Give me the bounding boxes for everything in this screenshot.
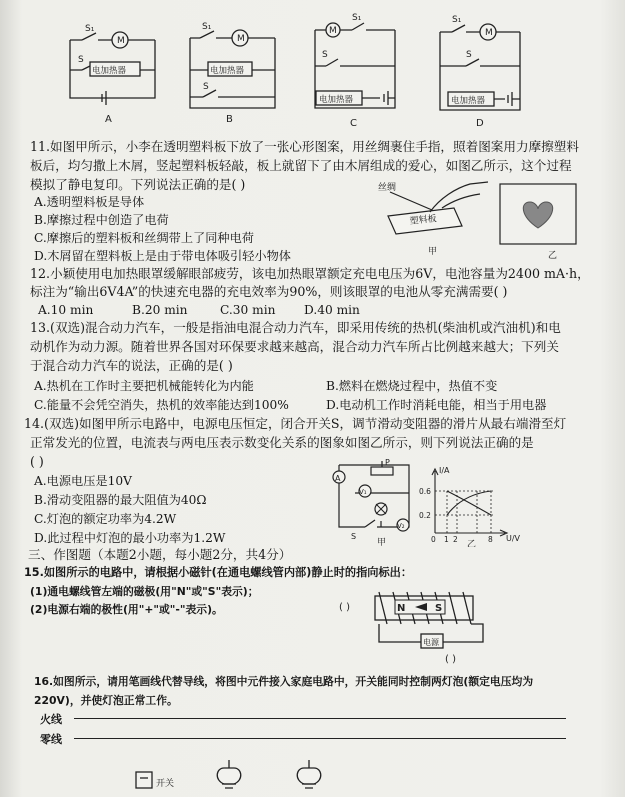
q15-solenoid-figure [335,582,505,664]
q14-stem-line-2: 正常发光的位置，电流表与两电压表示数变化关系的图象如图乙所示，则下列说法正确的是 [30,435,534,450]
q14-fig-ammeter: A [335,474,341,483]
q14-fig-y-tick-02: 0.2 [419,511,431,520]
q14-fig-x-tick-8: 8 [488,535,493,544]
circuit-c-motor: M [329,26,337,36]
q16-switch-label: 开关 [156,779,175,789]
q14-stem-line-1: 14.(双选)如图甲所示电路中，电源电压恒定，闭合开关S，调节滑动变阻器的滑片从最右端滑至灯 [24,416,567,431]
neutral-wire-label: 零线 [40,733,62,746]
q14-fig-p: P [385,458,390,467]
circuit-b-motor: M [237,34,245,44]
q14-fig-yi: 乙 [467,540,477,547]
q14-figure [325,455,525,547]
q11-stem-line-2: 板后，均匀撒上木屑，竖起塑料板轻敲，板上就留下了由木屑组成的爱心，如图乙所示，这个过程 [30,158,572,173]
circuit-b-s: S [203,82,209,92]
q11-stem-line-1: 11.如图甲所示，小李在透明塑料板下放了一张心形图案，用丝绸裹住手指，照着图案用力摩擦塑料 [30,139,579,154]
q13-stem-line-2: 动机作为动力源。随着世界各国对环保要求越来越高，混合动力汽车所占比例越来越大；下列关 [30,339,559,354]
q15-sub-1: (1)通电螺线管左端的磁极(用"N"或"S"表示)； [30,585,259,598]
circuit-a-label: A [105,114,112,125]
q11-fig-silk: 丝绸 [378,183,397,193]
q12-option-c: C.30 min [220,303,276,317]
q12-stem-line-2: 标注为“输出6V4A”的快速充电器的充电效率为90%，则该眼罩的电池从零充满需要( ) [30,284,508,299]
q14-fig-y-axis: I/A [439,466,450,475]
circuit-c-s1: S₁ [352,13,362,23]
q14-option-d: D.此过程中灯泡的最小功率为1.2W [34,531,226,545]
circuit-d-s: S [466,50,472,60]
circuit-c-label: C [350,118,357,129]
q14-fig-jia: 甲 [377,538,387,547]
q14-fig-x-tick-1: 1 [444,535,449,544]
q13-stem-line-1: 13.(双选)混合动力汽车，一般是指油电混合动力汽车，即采用传统的热机(柴油机或汽油机)和电 [30,320,561,335]
q11-option-c: C.摩擦后的塑料板和丝绸带上了同种电荷 [34,231,254,245]
q13-option-b: B.燃料在燃烧过程中，热值不变 [326,379,498,393]
neutral-wire [74,738,566,739]
q11-stem-line-3: 模拟了静电复印。下列说法正确的是( ) [30,177,246,192]
q12-option-d: D.40 min [304,303,360,317]
q16-stem-line-1: 16.如图所示，请用笔画线代替导线，将图中元件接入家庭电路中，开关能同时控制两灯泡(额定电压均为 [34,675,534,688]
q16-stem-line-2: 220V)，并使灯泡正常工作。 [34,694,178,707]
live-wire [74,718,566,719]
q11-option-b: B.摩擦过程中创造了电荷 [34,213,169,227]
q14-fig-x-tick-0: 0 [431,535,436,544]
q11-option-a: A.透明塑料板是导体 [34,195,145,209]
q14-fig-x-tick-2: 2 [453,535,458,544]
circuit-d-s1: S₁ [452,15,462,25]
circuit-diagrams-row [0,0,625,140]
q13-option-d: D.电动机工作时消耗电能，相当于用电器 [326,398,547,412]
q12-option-a: A.10 min [38,303,94,317]
circuit-d-label: D [476,118,484,129]
circuit-d-motor: M [485,28,493,38]
circuit-d-heater: 电加热器 [451,96,486,106]
q13-option-c: C.能量不会凭空消失，热机的效率能达到100% [34,398,289,412]
section-3-heading: 三、作图题（本题2小题，每小题2分，共4分） [28,547,292,562]
q12-option-b: B.20 min [132,303,188,317]
q15-fig-bracket-bottom: ( ) [445,654,456,664]
circuit-b-heater: 电加热器 [210,66,245,76]
q14-fig-switch: S [351,532,357,541]
circuit-c-heater: 电加热器 [319,95,354,105]
q16-components [130,756,350,792]
q15-fig-source: 电源 [423,638,439,647]
circuit-a-motor: M [117,36,125,46]
q14-stem-line-3: ( ) [30,454,44,469]
q14-fig-v1: V₁ [359,488,367,496]
q15-fig-bracket-left: ( ) [339,602,350,613]
q14-option-b: B.滑动变阻器的最大阻值为40Ω [34,493,207,507]
live-wire-label: 火线 [40,713,62,726]
circuit-b-label: B [226,114,233,125]
circuit-c-s: S [322,50,328,60]
q14-option-c: C.灯泡的额定功率为4.2W [34,512,177,526]
q13-option-a: A.热机在工作时主要把机械能转化为内能 [34,379,254,393]
q11-fig-jia: 甲 [428,247,438,257]
q11-option-d: D.木屑留在塑料板上是由于带电体吸引轻小物体 [34,249,291,263]
q11-fig-yi: 乙 [548,251,558,261]
q14-fig-y-tick-06: 0.6 [419,487,431,496]
q14-option-a: A.电源电压是10V [34,474,132,488]
q11-figure [370,178,600,262]
q14-fig-v2: V₂ [397,522,405,530]
circuit-a-s: S [78,55,84,65]
q13-stem-line-3: 于混合动力汽车的说法，正确的是( ) [30,358,233,373]
q15-fig-n: N [397,603,406,614]
q15-stem: 15.如图所示的电路中，请根据小磁针(在通电螺线管内部)静止时的指向标出： [24,566,413,579]
q12-stem-line-1: 12.小颖使用电加热眼罩缓解眼部疲劳，该电加热眼罩额定充电电压为6V，电池容量为2400 mA·h， [30,266,590,281]
q14-fig-x-axis: U/V [506,534,521,543]
q15-fig-s: S [435,603,443,614]
q11-fig-board: 塑料板 [409,214,438,227]
q15-sub-2: (2)电源右端的极性(用"+"或"-"表示)。 [30,603,223,616]
circuit-a-s1: S₁ [85,24,95,34]
circuit-a-heater: 电加热器 [92,66,127,76]
circuit-b-s1: S₁ [202,22,212,32]
